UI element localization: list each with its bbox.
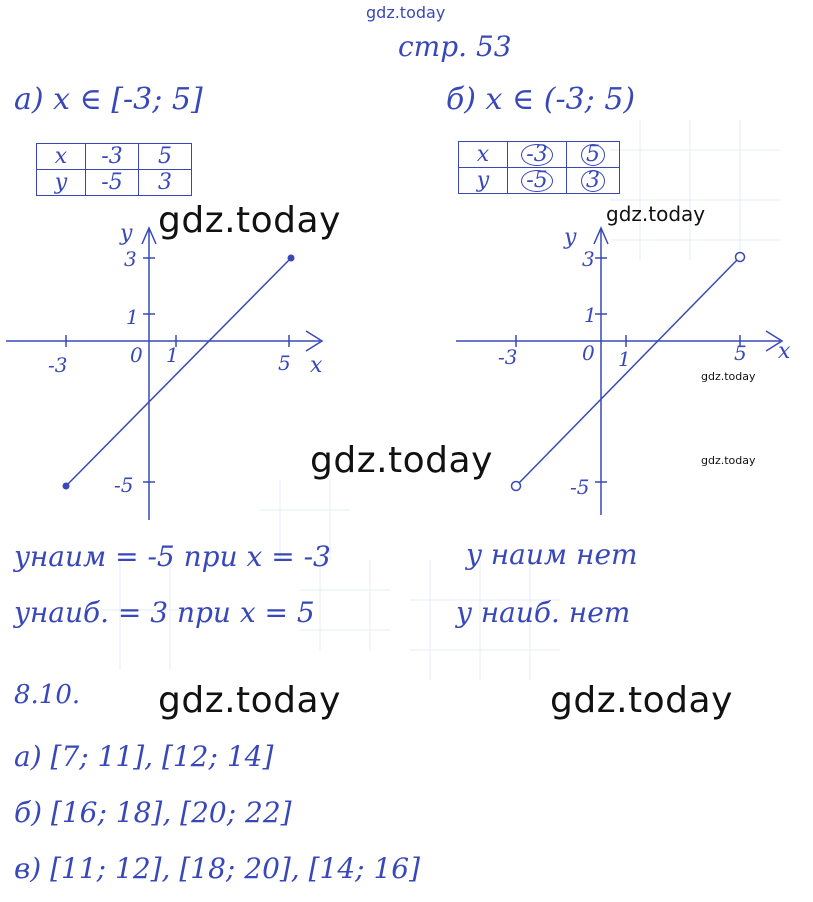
part-b-min: y наим нет [466, 538, 638, 571]
table-cell: 5 [139, 144, 192, 170]
table-cell: x [37, 144, 86, 170]
part-b-value-table [458, 141, 620, 194]
function-line [66, 258, 291, 486]
answer-c: в) [11; 12], [18; 20], [14; 16] [14, 852, 421, 885]
table-cell: 3 [139, 170, 192, 196]
part-a-max: yнаиб. = 3 при x = 5 [14, 596, 315, 629]
table-cell: y [37, 170, 86, 196]
closed-endpoint [288, 255, 295, 262]
tick-label: 0 [582, 341, 595, 365]
tick-label: 1 [584, 303, 597, 327]
y-axis-label: y [564, 225, 577, 250]
tick-label: -5 [570, 475, 590, 499]
x-axis-label: x [310, 353, 323, 378]
table-cell-circled [567, 142, 620, 168]
tick-label: 1 [618, 347, 631, 371]
page-reference: cтр. 53 [398, 30, 512, 63]
exercise-number: 8.10. [14, 680, 81, 710]
table-row [459, 168, 620, 194]
part-a-value-table [36, 143, 192, 196]
table-cell-circled [508, 168, 567, 194]
circle-mark: -5 [521, 170, 552, 192]
watermark: gdz.today [158, 680, 341, 721]
table-cell-circled [508, 142, 567, 168]
open-endpoint [736, 253, 745, 262]
part-a-min: yнаим = -5 при x = -3 [14, 540, 331, 573]
tick-label: 1 [166, 343, 179, 367]
part-a-graph [0, 210, 340, 530]
watermark: gdz.today [606, 202, 706, 226]
table-cell: x [459, 142, 508, 168]
tick-label: 5 [734, 341, 747, 365]
table-row [459, 142, 620, 168]
watermark: gdz.today [701, 454, 756, 467]
x-axis-label: x [778, 339, 791, 364]
watermark: gdz.today [310, 440, 493, 481]
y-axis-label: y [120, 221, 133, 246]
watermark: gdz.today [701, 370, 756, 383]
tick-label: 3 [582, 247, 595, 271]
table-cell: -5 [86, 170, 139, 196]
watermark: gdz.today [550, 680, 733, 721]
tick-label: 3 [124, 247, 137, 271]
table-cell: y [459, 168, 508, 194]
answer-b: б) [16; 18], [20; 22] [14, 796, 292, 829]
tick-label: 5 [278, 351, 291, 375]
table-row [37, 144, 192, 170]
part-b-max: y наиб. нет [456, 596, 631, 629]
table-row [37, 170, 192, 196]
tick-label: -3 [48, 353, 68, 377]
circle-mark: 5 [581, 144, 605, 166]
part-a-heading: а) x ∈ [-3; 5] [14, 82, 203, 117]
watermark: gdz.today [158, 200, 341, 241]
part-b-heading: б) x ∈ (-3; 5) [446, 82, 636, 117]
table-cell-circled [567, 168, 620, 194]
top-watermark: gdz.today [366, 3, 446, 22]
open-endpoint [512, 482, 521, 491]
tick-label: 1 [126, 305, 139, 329]
closed-endpoint [63, 483, 70, 490]
table-cell: -3 [86, 144, 139, 170]
circle-mark: -3 [521, 144, 552, 166]
answer-a: а) [7; 11], [12; 14] [14, 740, 274, 773]
tick-label: -5 [114, 473, 134, 497]
tick-label: 0 [130, 343, 143, 367]
circle-mark: 3 [581, 170, 605, 192]
tick-label: -3 [498, 345, 518, 369]
